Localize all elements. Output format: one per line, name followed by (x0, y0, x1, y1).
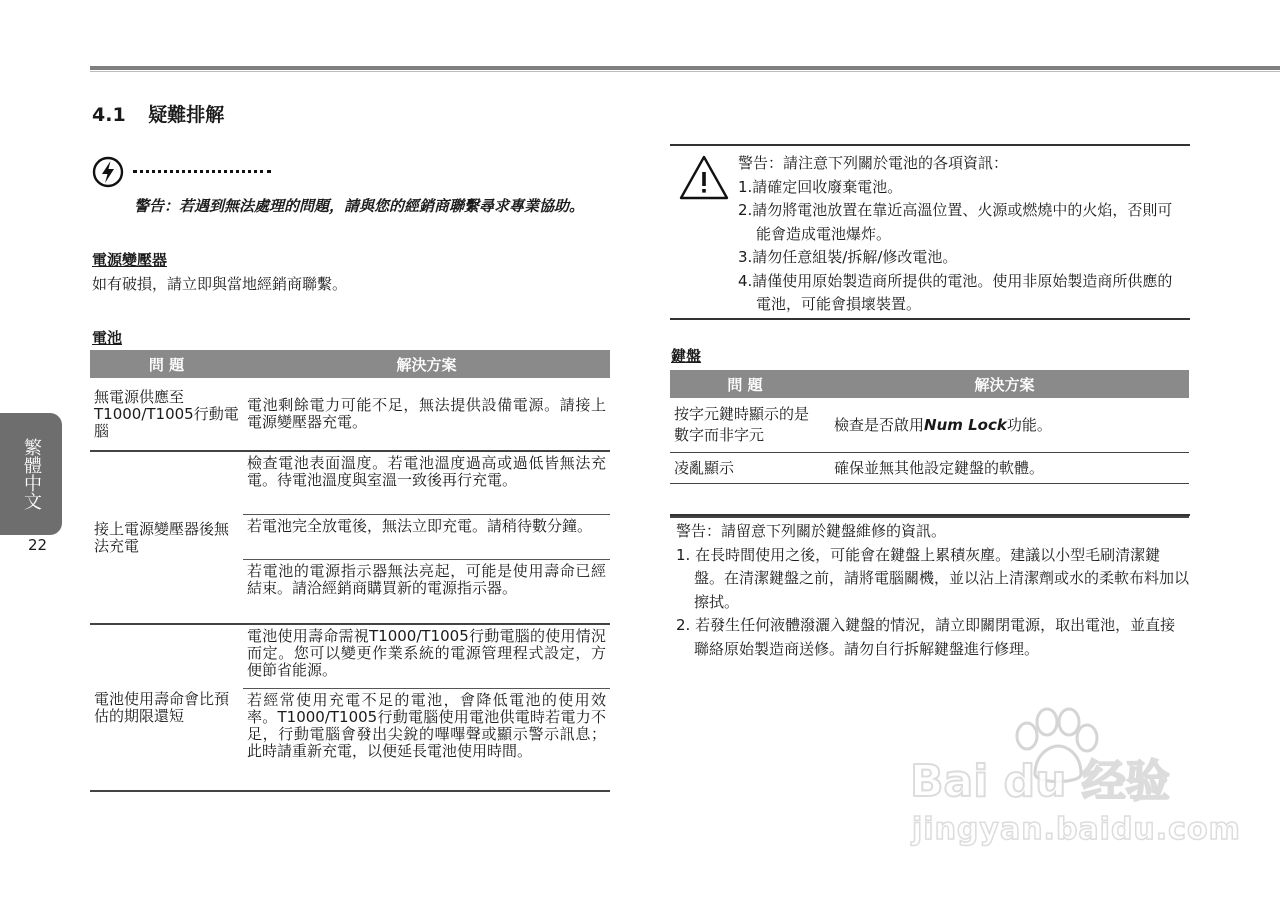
table-row (90, 451, 610, 515)
keyboard-warning-item-1: 1. 在長時間使用之後，可能會在鍵盤上累積灰塵。建議以小型毛刷清潔鍵盤。在清潔鍵盤之前，請將電腦關機，並以沾上清潔劑或水的柔軟布料加以擦拭。 (676, 545, 1190, 611)
battery-table (90, 350, 610, 792)
language-side-tab (0, 413, 62, 535)
battery-problem-2: 接上電源變壓器後無法充電 (90, 451, 243, 624)
top-rule (90, 66, 1280, 70)
keyboard-header-problem: 問 題 (670, 370, 820, 398)
battery-solution-2-1: 檢查電池表面溫度。若電池溫度過高或過低皆無法充電。待電池溫度與室溫一致後再行充電。 (243, 451, 610, 515)
keyboard-table (670, 370, 1189, 518)
battery-warning-item-2: 2.請勿將電池放置在靠近高溫位置、火源或燃燒中的火焰，否則可能會造成電池爆炸。 (738, 201, 1173, 243)
battery-title: 電池 (92, 329, 123, 347)
adapter-text: 如有破損，請立即與當地經銷商聯繫。 (92, 275, 348, 293)
table-row (670, 398, 1189, 453)
battery-solution-1-1: 電池剩餘電力可能不足，無法提供設備電源。請接上電源變壓器充電。 (243, 378, 610, 451)
battery-header-solution: 解決方案 (243, 350, 610, 378)
table-row (90, 624, 610, 689)
keyboard-solution-1-pre: 檢查是否啟用 (834, 415, 925, 434)
adapter-title: 電源變壓器 (92, 251, 168, 269)
table-row (670, 453, 1189, 484)
intro-warning-text: 警告：若遇到無法處理的問題，請與您的經銷商聯繫尋求專業協助。 (134, 197, 585, 215)
language-label: 繁體中文 (21, 438, 42, 510)
battery-header-problem: 問 題 (90, 350, 243, 378)
section-heading: 疑難排解 (148, 104, 225, 126)
keyboard-header-solution: 解決方案 (820, 370, 1189, 398)
lightning-icon (92, 156, 124, 188)
warning-triangle-icon (678, 154, 730, 202)
battery-problem-3: 電池使用壽命會比預估的期限還短 (90, 624, 243, 791)
keyboard-solution-2: 確保並無其他設定鍵盤的軟體。 (820, 453, 1189, 484)
keyboard-solution-1-post: 功能。 (1006, 415, 1052, 434)
battery-warning-item-4: 4.請僅使用原始製造商所提供的電池。使用非原始製造商所供應的電池，可能會損壞裝置。 (738, 271, 1173, 313)
watermark-url: jingyan.baidu.com (912, 812, 1241, 847)
battery-solution-2-3: 若電池的電源指示器無法亮起，可能是使用壽命已經結束。請洽經銷商購買新的電源指示器。 (243, 560, 610, 625)
keyboard-empty-cell-1 (670, 484, 820, 518)
num-lock-key-name: Num Lock (924, 415, 1007, 434)
battery-warning-item-3: 3.請勿任意組裝/拆解/修改電池。 (738, 248, 958, 266)
battery-warning-title: 警告：請注意下列關於電池的各項資訊： (738, 154, 1009, 172)
table-row-empty (670, 484, 1189, 518)
battery-solution-3-1: 電池使用壽命需視T1000/T1005行動電腦的使用情況而定。您可以變更作業系統的電源管理程式設定，方便節省能源。 (243, 624, 610, 689)
keyboard-warning-item-2: 2. 若發生任何液體潑灑入鍵盤的情況，請立即關閉電源，取出電池，並直接聯絡原始製造商送修。請勿自行拆解鍵盤進行修理。 (676, 616, 1176, 658)
section-number: 4.1 (92, 104, 126, 126)
keyboard-warning-box (670, 514, 1190, 661)
battery-table-header (90, 350, 610, 378)
keyboard-warning-title: 警告：請留意下列關於鍵盤維修的資訊。 (676, 522, 947, 540)
battery-solution-2-2: 若電池完全放電後，無法立即充電。請稍待數分鐘。 (243, 515, 610, 560)
battery-solution-3-2: 若經常使用充電不足的電池，會降低電池的使用效率。T1000/T1005行動電腦使用電池供電時若電力不足，行動電腦會發出尖銳的嗶嗶聲或顯示警示訊息；此時請重新充電，以便延長電池使用時間。 (243, 689, 610, 792)
battery-problem-1: 無電源供應至T1000/T1005行動電腦 (90, 378, 243, 451)
keyboard-problem-2: 凌亂顯示 (670, 453, 820, 484)
page-number: 22 (28, 536, 48, 554)
keyboard-solution-1 (820, 398, 1189, 453)
battery-warning-box (670, 144, 1190, 320)
keyboard-title: 鍵盤 (671, 347, 702, 365)
top-rule-secondary (90, 71, 1280, 72)
keyboard-problem-1: 按字元鍵時顯示的是數字而非字元 (670, 398, 820, 453)
keyboard-table-header (670, 370, 1189, 398)
table-row (90, 378, 610, 451)
watermark-logo: Bai du 经验 (910, 756, 1170, 807)
keyboard-empty-cell-2 (820, 484, 1189, 518)
dotted-leader (133, 170, 271, 173)
section-title (92, 100, 224, 127)
battery-warning-item-1: 1.請確定回收廢棄電池。 (738, 177, 903, 196)
